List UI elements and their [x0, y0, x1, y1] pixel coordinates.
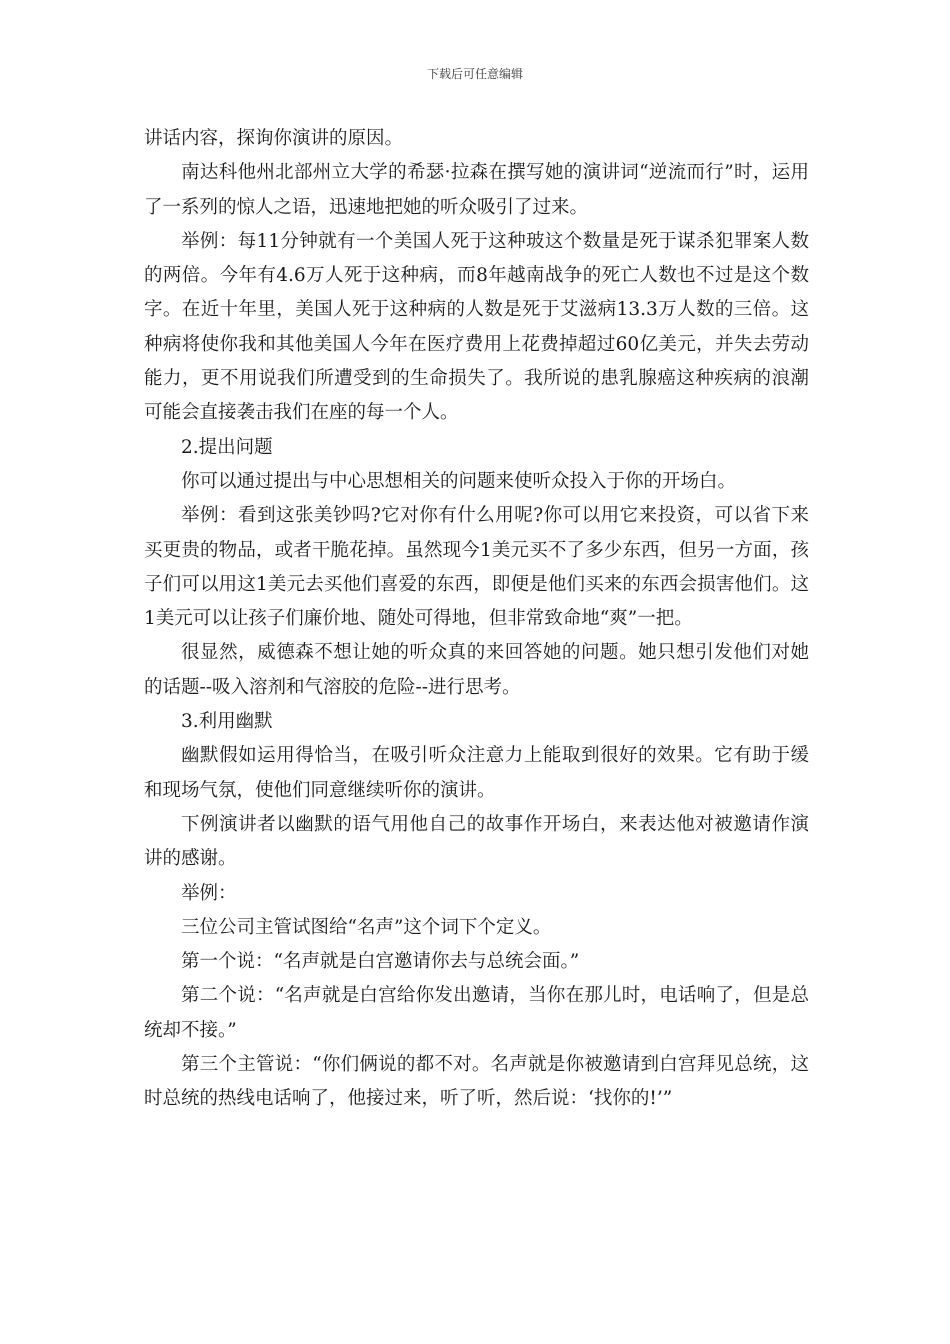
- paragraph-2: 南达科他州北部州立大学的希瑟·拉森在撰写她的演讲词“逆流而行”时，运用了一系列的惊人之语，迅速地把她的听众吸引了过来。: [144, 162, 809, 218]
- paragraph-12: 第二个说：“名声就是白宫给你发出邀请，当你在那儿时，电话响了，但是总统却不接。”: [144, 985, 809, 1041]
- section-heading-3: 3.利用幽默: [181, 711, 273, 733]
- paragraph-6: 很显然，威德森不想让她的听众真的来回答她的问题。她只想引发他们对她的话题--吸入溶剂和气溶胶的危险--进行思考。: [144, 642, 809, 698]
- page-header: 下载后可任意编辑: [426, 67, 523, 81]
- paragraph-9: 举例：: [181, 882, 237, 904]
- paragraph-11: 第一个说：“名声就是白宫邀请你去与总统会面。”: [181, 951, 580, 973]
- paragraph-4: 你可以通过提出与中心思想相关的问题来使听众投入于你的开场白。: [181, 470, 737, 492]
- paragraph-5: 举例：看到这张美钞吗?它对你有什么用呢?你可以用它来投资，可以省下来买更贵的物品，或者干脆花掉。虽然现今1美元买不了多少东西，但另一方面，孩子们可以用这1美元去买他们喜爱的东西，即便是他们买来的东西会损害他们。这1美元可以让孩子们廉价地、随处可得地，但非常致命地“爽”一把。: [144, 505, 809, 630]
- document-body: [144, 122, 809, 1117]
- section-heading-2: 2.提出问题: [181, 436, 273, 458]
- paragraph-13: 第三个主管说：“你们俩说的都不对。名声就是你被邀请到白宫拜见总统，这时总统的热线电话响了，他接过来，听了听，然后说：‘找你的!’”: [144, 1054, 809, 1110]
- paragraph-3: 举例：每11分钟就有一个美国人死于这种玻这个数量是死于谋杀犯罪案人数的两倍。今年有4.6万人死于这种病，而8年越南战争的死亡人数也不过是这个数字。在近十年里，美国人死于这种病的人数是死于艾滋病13.3万人数的三倍。这种病将使你我和其他美国人今年在医疗费用上花费掉超过60亿美元，并失去劳动能力，更不用说我们所遭受到的生命损失了。我所说的患乳腺癌这种疾病的浪潮可能会直接袭击我们在座的每一个人。: [144, 230, 809, 424]
- paragraph-7: 幽默假如运用得恰当，在吸引听众注意力上能取到很好的效果。它有助于缓和现场气氛，使他们同意继续听你的演讲。: [144, 745, 809, 801]
- paragraph-10: 三位公司主管试图给“名声”这个词下个定义。: [181, 916, 552, 938]
- paragraph-8: 下例演讲者以幽默的语气用他自己的故事作开场白，来表达他对被邀请作演讲的感谢。: [144, 813, 809, 870]
- paragraph-1: 讲话内容，探询你演讲的原因。: [144, 128, 404, 149]
